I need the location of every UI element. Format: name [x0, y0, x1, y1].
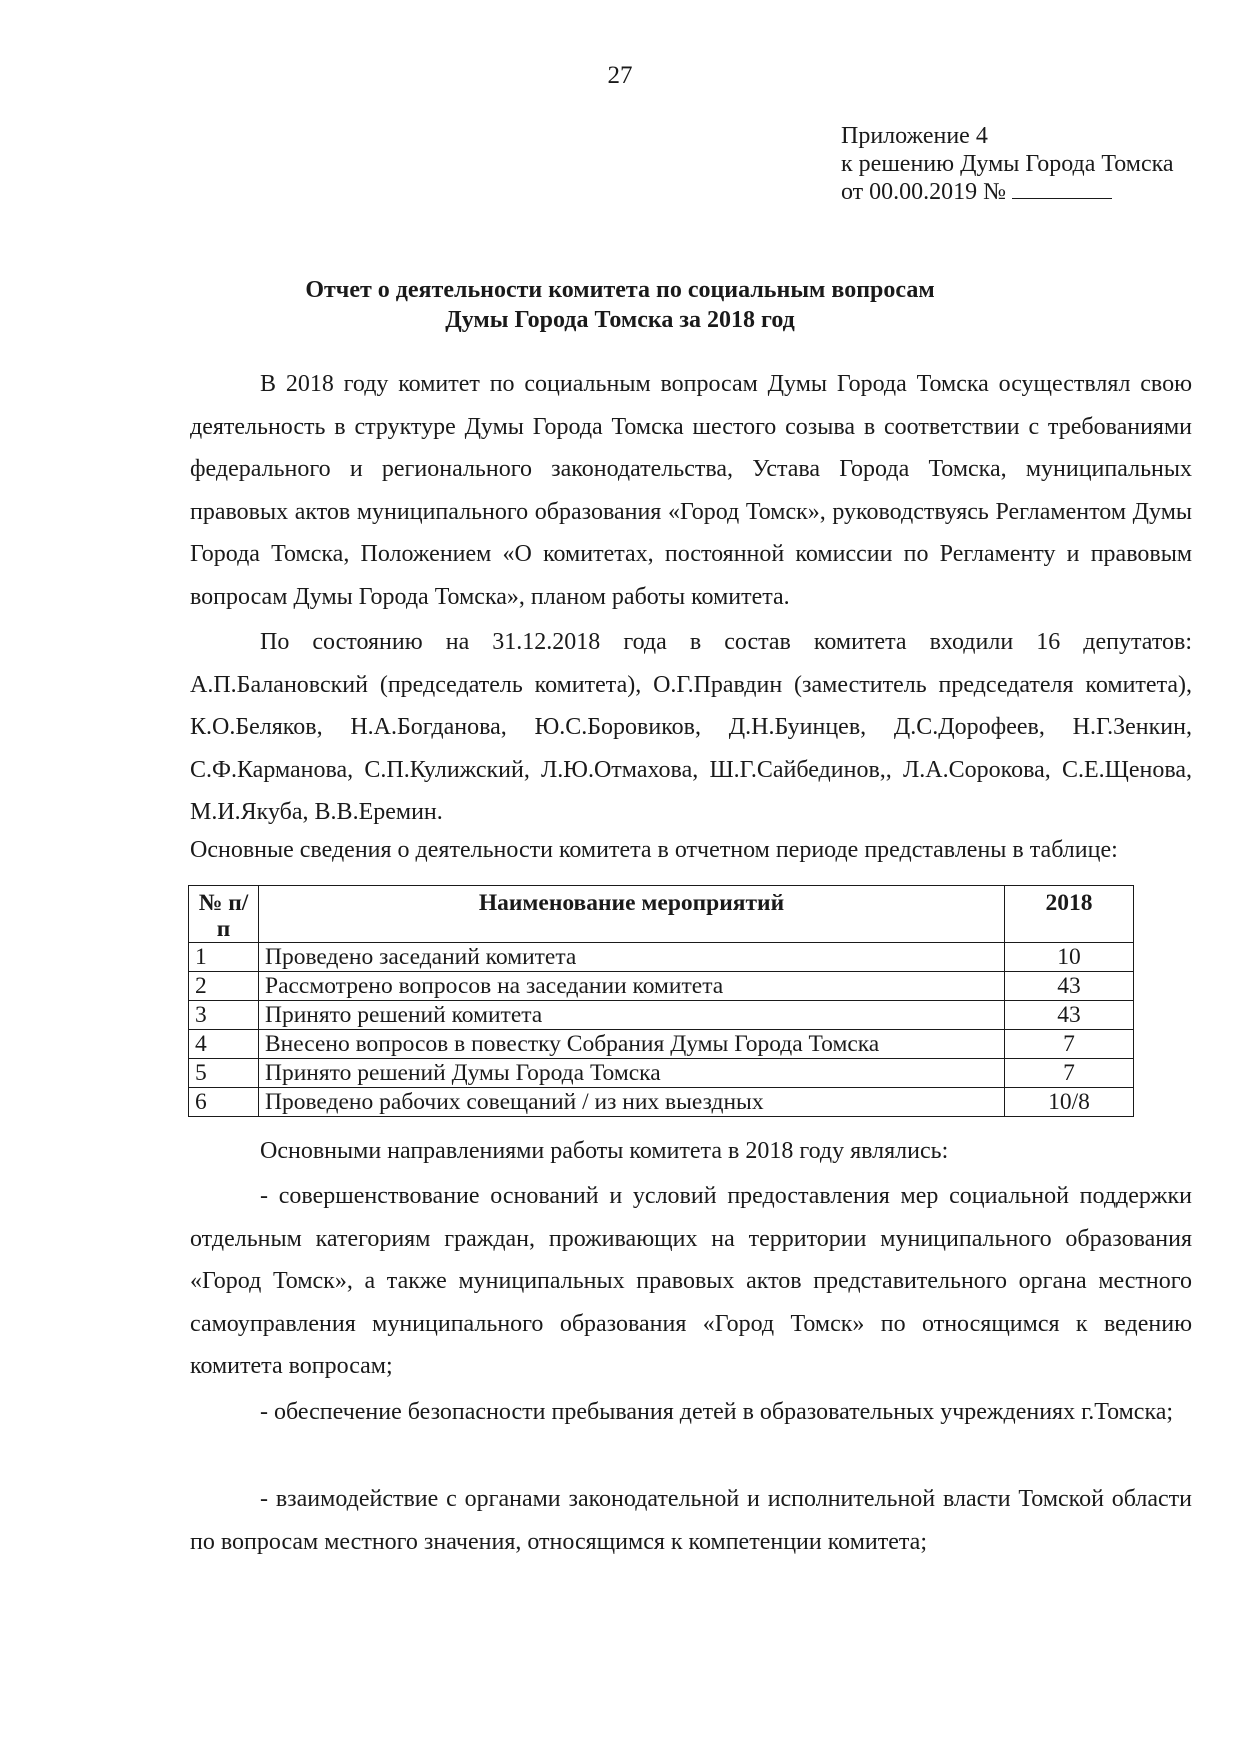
row-number: 1: [189, 943, 259, 972]
document-title: [0, 275, 1240, 335]
table-intro: Основные сведения о деятельности комитета в отчетном периоде представлены в таблице:: [190, 837, 1118, 863]
row-name: Внесено вопросов в повестку Собрания Думы Города Томска: [259, 1030, 1005, 1059]
activity-table: [188, 885, 1134, 1117]
table-row: [189, 1030, 1134, 1059]
title-line-2: Думы Города Томска за 2018 год: [445, 307, 795, 333]
directions-lead: Основными направлениями работы комитета в 2018 году являлись:: [260, 1138, 949, 1164]
row-number: 2: [189, 972, 259, 1001]
row-name: Проведено заседаний комитета: [259, 943, 1005, 972]
row-value: 10: [1005, 943, 1134, 972]
row-name: Проведено рабочих совещаний / из них выездных: [259, 1088, 1005, 1117]
direction-item-interaction: - взаимодействие с органами законодательной и исполнительной власти Томской области по вопросам местного значения, относящимся к компетенции комитета;: [190, 1486, 1192, 1555]
table-row: [189, 1059, 1134, 1088]
header-name: Наименование мероприятий: [259, 886, 1005, 943]
appendix-block: [841, 122, 1174, 206]
table-row: [189, 1001, 1134, 1030]
header-year: 2018: [1005, 886, 1134, 943]
appendix-line-3: [841, 178, 1174, 206]
row-value: 7: [1005, 1030, 1134, 1059]
row-number: 3: [189, 1001, 259, 1030]
row-number: 5: [189, 1059, 259, 1088]
direction-item-social-support: - совершенствование оснований и условий предоставления мер социальной поддержки отдельным категориям граждан, проживающих на территории муниципального образования «Город Томск», а также муниципальных правовых актов представительного органа местного самоуправления муниципального образования «Город Томск» по относящимся к ведению комитета вопросам;: [190, 1183, 1192, 1379]
header-number: № п/п: [189, 886, 259, 943]
row-name: Принято решений комитета: [259, 1001, 1005, 1030]
table-row: [189, 943, 1134, 972]
number-blank-line: [1012, 180, 1112, 199]
paragraph-activity: В 2018 году комитет по социальным вопросам Думы Города Томска осуществлял свою деятельность в структуре Думы Города Томска шестого созыва в соответствии с требованиями федерального и регионального законодательства, Устава Города Томска, муниципальных правовых актов муниципального образования «Город Томск», руководствуясь Регламентом Думы Города Томска, Положением «О комитетах, постоянной комиссии по Регламенту и правовым вопросам Думы Города Томска», планом работы комитета.: [190, 371, 1192, 610]
row-number: 4: [189, 1030, 259, 1059]
row-value: 7: [1005, 1059, 1134, 1088]
direction-item-child-safety: - обеспечение безопасности пребывания детей в образовательных учреждениях г.Томска;: [260, 1399, 1174, 1425]
page-number: 27: [607, 62, 633, 89]
row-value: 43: [1005, 972, 1134, 1001]
appendix-line-1: Приложение 4: [841, 123, 988, 149]
row-value: 43: [1005, 1001, 1134, 1030]
title-line-1: Отчет о деятельности комитета по социальным вопросам: [305, 277, 935, 303]
table-row: [189, 972, 1134, 1001]
table-header-row: [189, 886, 1134, 943]
appendix-line-2: к решению Думы Города Томска: [841, 151, 1174, 177]
row-value: 10/8: [1005, 1088, 1134, 1117]
appendix-date: от 00.00.2019 №: [841, 179, 1007, 205]
table-row: [189, 1088, 1134, 1117]
row-number: 6: [189, 1088, 259, 1117]
row-name: Принято решений Думы Города Томска: [259, 1059, 1005, 1088]
paragraph-members: По состоянию на 31.12.2018 года в состав комитета входили 16 депутатов: А.П.Балановский (председатель комитета), О.Г.Правдин (заместитель председателя комитета), К.О.Беляков, Н.А.Богданова, Ю.С.Боровиков, Д.Н.Буинцев, Д.С.Дорофеев, Н.Г.Зенкин, С.Ф.Карманова, С.П.Кулижский, Л.Ю.Отмахова, Ш.Г.Сайбединов,, Л.А.Сорокова, С.Е.Щенова, М.И.Якуба, В.В.Еремин.: [190, 629, 1192, 825]
row-name: Рассмотрено вопросов на заседании комитета: [259, 972, 1005, 1001]
